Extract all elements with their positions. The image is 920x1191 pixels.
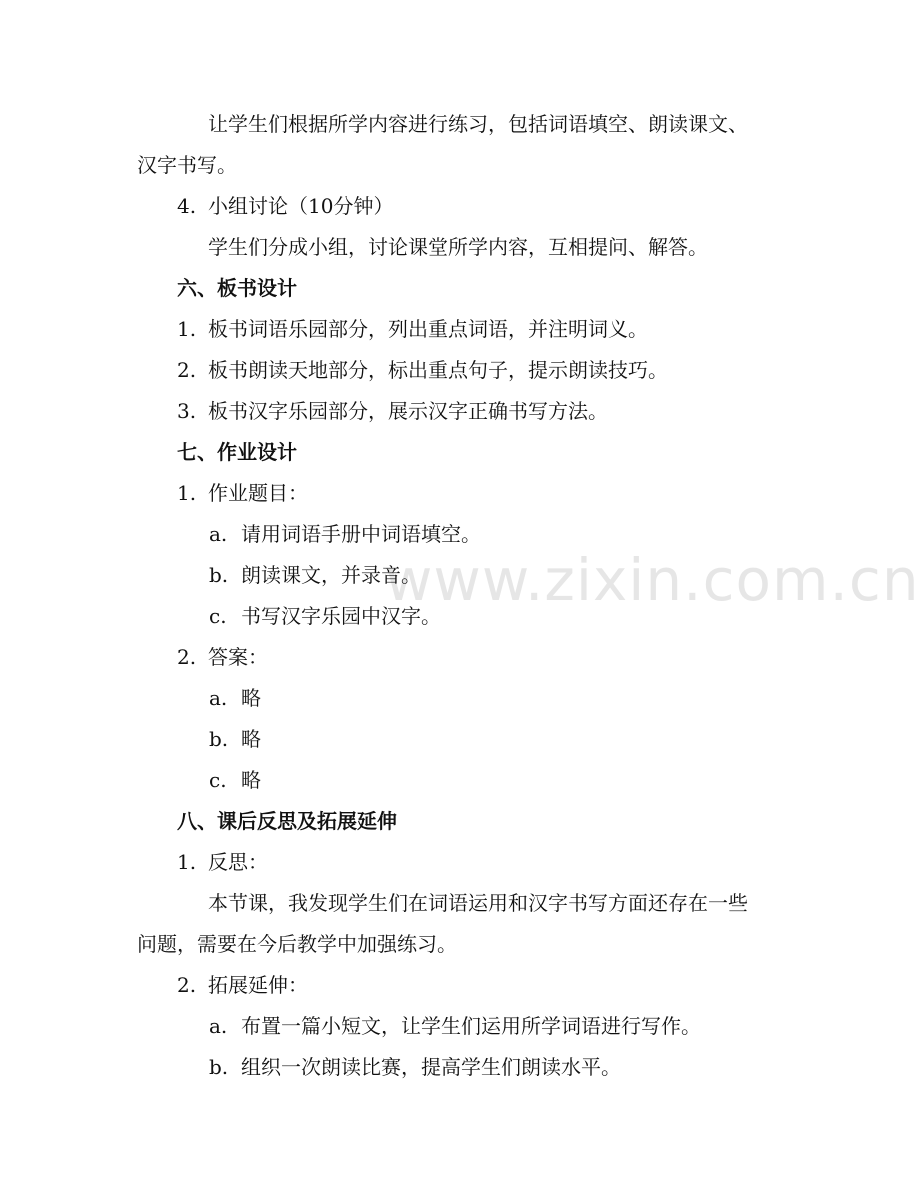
sub-item-label: c. [209, 768, 227, 792]
sub-item-text: 略 [241, 686, 261, 710]
sub-item-text: 略 [241, 768, 261, 792]
sub-item-label: c. [209, 604, 227, 628]
list-item-number: 2. [177, 973, 197, 997]
sub-item-label: b. [209, 563, 229, 587]
section-6-heading: 六、板书设计 [177, 276, 297, 300]
section-7-heading: 七、作业设计 [177, 440, 297, 464]
sub-list-item [209, 1013, 701, 1039]
sub-list-item [209, 726, 261, 752]
reflection-text-line-2: 问题，需要在今后教学中加强练习。 [137, 932, 457, 956]
answers-item [177, 644, 268, 670]
sub-item-label: a. [209, 522, 228, 546]
sub-item-label: b. [209, 1055, 229, 1079]
section-8-heading: 八、课后反思及拓展延伸 [177, 809, 397, 833]
list-item-text: 板书词语乐园部分，列出重点词语，并注明词义。 [208, 317, 648, 341]
sub-list-item [209, 767, 261, 793]
list-item-number: 2. [177, 645, 197, 669]
sub-item-text: 朗读课文，并录音。 [241, 563, 421, 587]
sub-item-text: 请用词语手册中词语填空。 [241, 522, 481, 546]
list-item-text: 反思： [208, 850, 268, 874]
sub-list-item [209, 521, 481, 547]
extension-item [177, 972, 308, 998]
list-item-text: 板书汉字乐园部分，展示汉字正确书写方法。 [208, 399, 608, 423]
step-4-title-text: 小组讨论（10分钟） [208, 194, 394, 218]
list-item-text: 板书朗读天地部分，标出重点句子，提示朗读技巧。 [208, 358, 668, 382]
homework-item [177, 480, 308, 506]
sub-item-label: b. [209, 727, 229, 751]
sub-item-text: 书写汉字乐园中汉字。 [241, 604, 441, 628]
list-item-text: 拓展延伸： [208, 973, 308, 997]
list-item-text: 作业题目： [208, 481, 308, 505]
step-4-number: 4. [177, 194, 197, 218]
reflection-item [177, 849, 268, 875]
list-item-number: 1. [177, 850, 197, 874]
practice-text-line-1: 让学生们根据所学内容进行练习，包括词语填空、朗读课文、 [208, 112, 748, 136]
sub-item-text: 布置一篇小短文，让学生们运用所学词语进行写作。 [241, 1014, 701, 1038]
step-4-text: 学生们分成小组，讨论课堂所学内容，互相提问、解答。 [208, 235, 708, 259]
list-item-text: 答案： [208, 645, 268, 669]
list-item-number: 2. [177, 358, 197, 382]
sub-item-text: 略 [241, 727, 261, 751]
list-item-number: 1. [177, 317, 197, 341]
practice-text-line-2: 汉字书写。 [137, 153, 237, 177]
sub-item-label: a. [209, 1014, 228, 1038]
sub-list-item [209, 562, 421, 588]
sub-list-item [209, 603, 441, 629]
sub-list-item [209, 685, 261, 711]
step-4-title [177, 193, 393, 219]
list-item [177, 316, 648, 342]
reflection-text-line-1: 本节课，我发现学生们在词语运用和汉字书写方面还存在一些 [208, 891, 748, 915]
list-item-number: 3. [177, 399, 197, 423]
sub-list-item [209, 1054, 621, 1080]
watermark: www.zixin.com.cn [385, 546, 920, 614]
list-item [177, 357, 668, 383]
sub-item-text: 组织一次朗读比赛，提高学生们朗读水平。 [241, 1055, 621, 1079]
sub-item-label: a. [209, 686, 228, 710]
list-item [177, 398, 608, 424]
list-item-number: 1. [177, 481, 197, 505]
